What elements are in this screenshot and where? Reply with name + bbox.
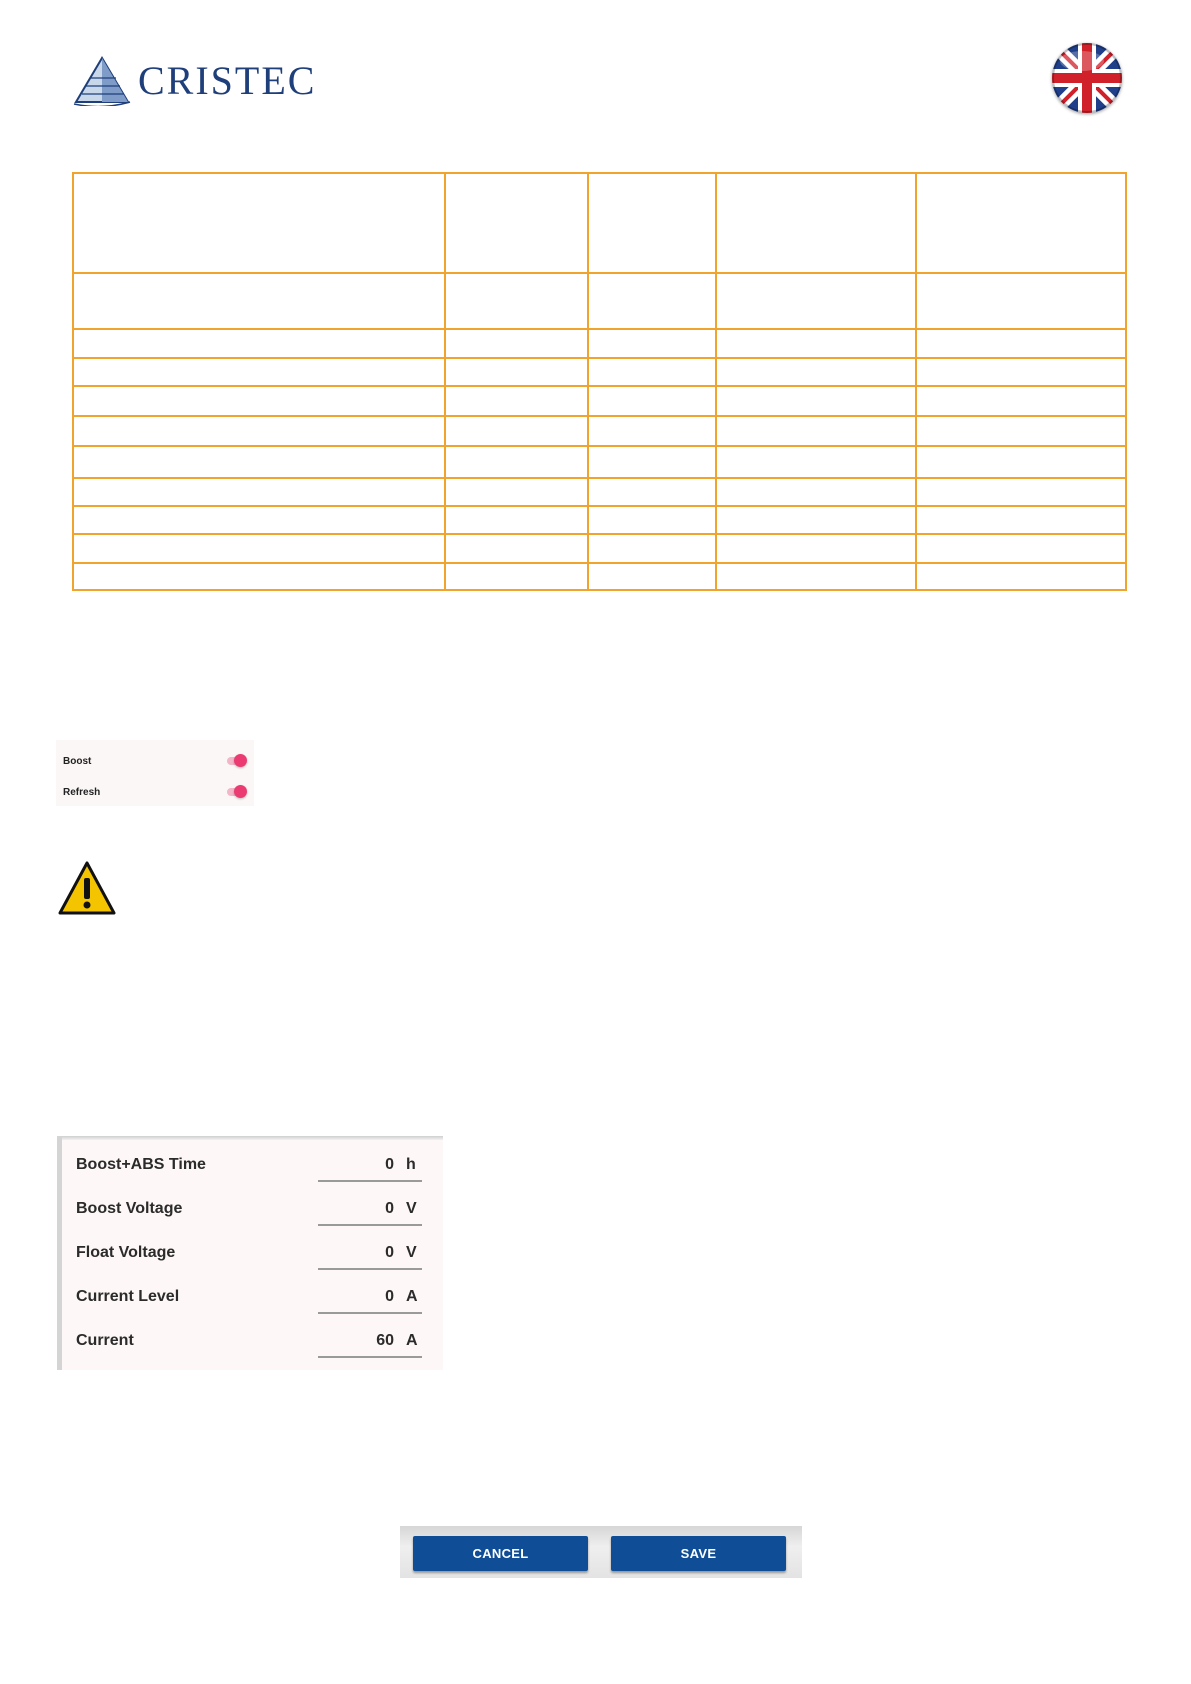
uk-flag-icon[interactable] (1052, 43, 1122, 113)
action-bar (400, 1526, 802, 1578)
mode-toggles-panel (56, 740, 254, 806)
refresh-label: Refresh (63, 786, 101, 798)
current-level-input[interactable]: 0 (385, 1288, 394, 1305)
setting-label: Current (76, 1332, 134, 1349)
setting-boost-abs-time (76, 1150, 436, 1180)
refresh-toggle[interactable] (225, 784, 247, 800)
setting-unit: V (406, 1244, 417, 1261)
toggle-row-refresh (63, 782, 247, 802)
input-underline (318, 1180, 422, 1182)
setting-label: Boost+ABS Time (76, 1156, 206, 1173)
boost-voltage-input[interactable]: 0 (385, 1200, 394, 1217)
setting-current-level (76, 1282, 436, 1312)
float-voltage-input[interactable]: 0 (385, 1244, 394, 1261)
brand-name: CRISTEC (138, 58, 317, 103)
setting-float-voltage (76, 1238, 436, 1268)
setting-current (76, 1326, 436, 1356)
setting-unit: h (406, 1156, 416, 1173)
input-underline (318, 1312, 422, 1314)
save-button[interactable]: SAVE (611, 1536, 786, 1571)
current-input[interactable]: 60 (376, 1332, 394, 1349)
setting-label: Current Level (76, 1288, 180, 1305)
input-underline (318, 1224, 422, 1226)
boost-label: Boost (63, 755, 92, 767)
cristec-logo (72, 56, 316, 106)
boost-toggle[interactable] (225, 753, 247, 769)
specification-table (72, 172, 1127, 591)
setting-unit: V (406, 1200, 417, 1217)
cancel-button[interactable]: CANCEL (413, 1536, 588, 1571)
setting-label: Float Voltage (76, 1244, 176, 1261)
charge-settings-panel (57, 1136, 443, 1370)
input-underline (318, 1356, 422, 1358)
boost-abs-time-input[interactable]: 0 (385, 1156, 394, 1173)
setting-boost-voltage (76, 1194, 436, 1224)
logo-pyramid-icon (72, 56, 132, 106)
warning-triangle-icon (57, 860, 117, 916)
setting-label: Boost Voltage (76, 1200, 183, 1217)
input-underline (318, 1268, 422, 1270)
setting-unit: A (406, 1288, 418, 1305)
toggle-row-boost (63, 751, 247, 771)
setting-unit: A (406, 1332, 418, 1349)
